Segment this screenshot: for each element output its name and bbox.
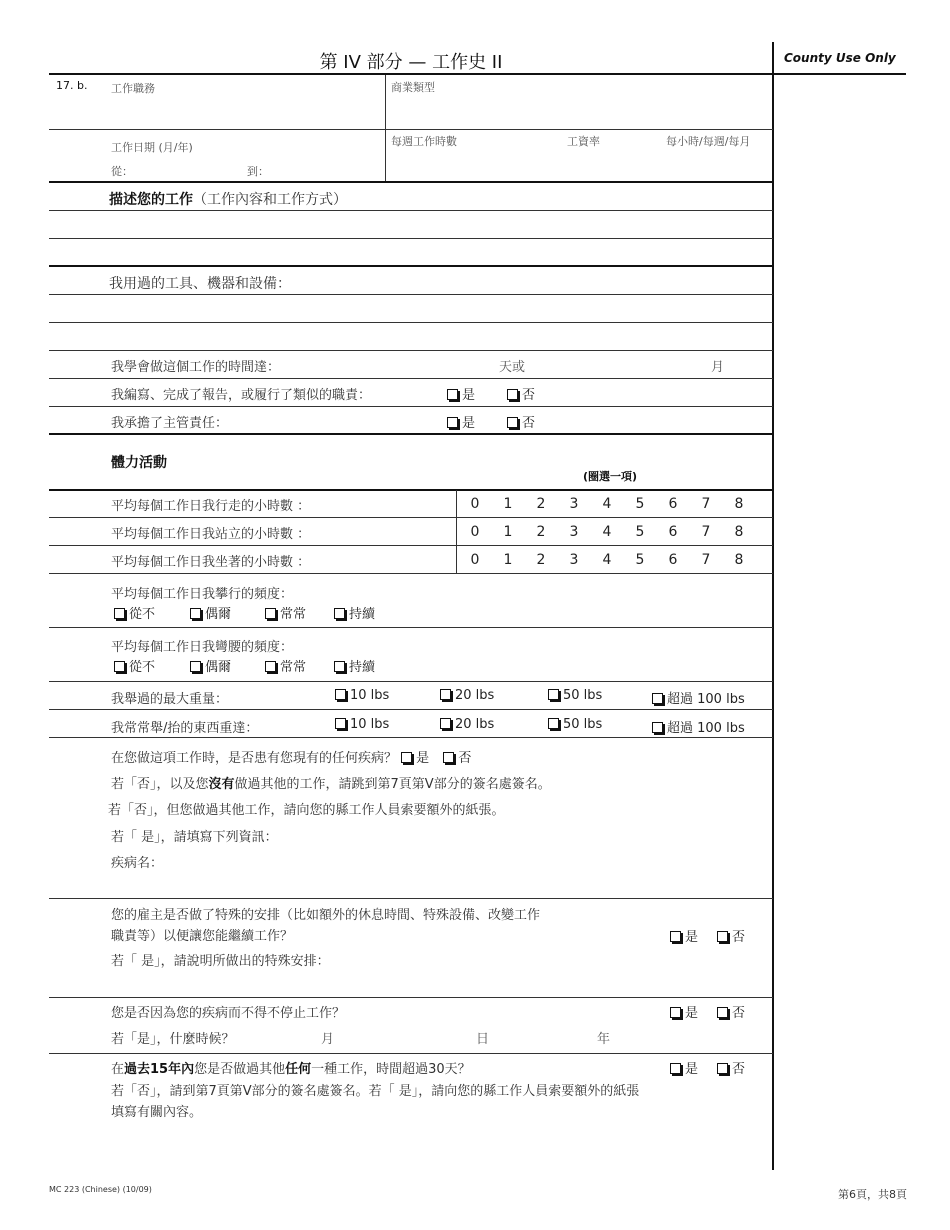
heaviest-20[interactable] xyxy=(440,688,494,703)
learn-days-label: 天或 xyxy=(499,360,526,375)
scale-option[interactable]: 8 xyxy=(734,524,744,540)
stand-rule xyxy=(49,545,773,546)
option-label: 20 lbs xyxy=(455,717,495,732)
supervisor-yes[interactable] xyxy=(447,412,475,431)
frequent-weight-label: 我常常舉/抬的東西重達： xyxy=(111,721,259,736)
checkbox-icon xyxy=(401,752,412,763)
past15-yes[interactable] xyxy=(670,1058,698,1077)
option-label: 50 lbs xyxy=(563,688,603,703)
scale-option[interactable]: 3 xyxy=(569,524,579,540)
heaviest-10[interactable] xyxy=(335,688,389,703)
stop-work-yes[interactable] xyxy=(670,1002,698,1021)
reports-label: 我編寫、完成了報告，或履行了類似的職責： xyxy=(111,388,372,403)
past15-no-label: 否 xyxy=(732,1062,746,1077)
pay-period-label: 每小時/每週/每月 xyxy=(666,135,751,148)
reports-yes[interactable] xyxy=(447,384,475,403)
circle-one-note: (圈選一項) xyxy=(583,470,638,483)
checkbox-icon xyxy=(717,1007,728,1018)
from-label: 從： xyxy=(111,165,133,178)
checkbox-icon xyxy=(334,661,345,672)
checkbox-icon xyxy=(265,608,276,619)
scale-option[interactable]: 5 xyxy=(635,496,645,512)
stand-scale xyxy=(0,524,950,542)
job-info-bottom-rule xyxy=(49,181,773,183)
scale-option[interactable]: 0 xyxy=(470,524,480,540)
describe-line-2 xyxy=(49,238,773,239)
form-id: MC 223 (Chinese) (10/09) xyxy=(49,1185,152,1194)
county-use-label: County Use Only xyxy=(784,51,896,65)
heaviest-rule xyxy=(49,709,773,710)
climb-often[interactable] xyxy=(265,603,306,622)
stand-hours-label: 平均每個工作日我站立的小時數 ： xyxy=(111,527,311,542)
bend-frequency-label: 平均每個工作日我彎腰的頻度： xyxy=(111,640,294,655)
illness-rule xyxy=(49,898,773,899)
checkbox-icon xyxy=(548,718,559,729)
reports-no-label: 否 xyxy=(522,388,536,403)
checkbox-icon xyxy=(114,661,125,672)
scale-option[interactable]: 3 xyxy=(569,496,579,512)
heaviest-over-100[interactable] xyxy=(652,688,745,707)
describe-job-label xyxy=(109,189,347,209)
checkbox-icon xyxy=(652,693,663,704)
illness-yes[interactable] xyxy=(401,751,429,766)
climb-never[interactable] xyxy=(114,603,155,622)
accommodation-no-label: 否 xyxy=(732,930,746,945)
option-label: 從不 xyxy=(129,607,156,622)
checkbox-icon xyxy=(265,661,276,672)
checkbox-icon xyxy=(447,389,458,400)
header-rule xyxy=(49,73,773,75)
past15-question xyxy=(111,1058,471,1077)
emphasis-no: 沒有 xyxy=(208,777,235,792)
physical-title-rule xyxy=(49,489,773,491)
to-label: 到： xyxy=(247,165,269,178)
describe-bottom-rule xyxy=(49,265,773,267)
accommodation-question-2: 職責等）以便讓您能繼續工作？ xyxy=(111,929,294,944)
option-label: 持續 xyxy=(349,607,376,622)
emphasis-15-years: 過去15年內 xyxy=(124,1062,195,1077)
checkbox-icon xyxy=(335,718,346,729)
stop-work-when-label: 若「是」，什麼時候？ xyxy=(111,1032,235,1047)
supervisor-rule xyxy=(49,433,773,435)
scale-option[interactable]: 4 xyxy=(602,552,612,568)
stop-month-label: 月 xyxy=(321,1032,335,1047)
option-label: 50 lbs xyxy=(563,717,603,732)
checkbox-icon xyxy=(114,608,125,619)
checkbox-icon xyxy=(335,689,346,700)
scale-option[interactable]: 2 xyxy=(536,524,546,540)
accommodation-yes-label: 是 xyxy=(685,930,699,945)
text-fragment: 若「否」，以及您 xyxy=(111,777,209,792)
illness-name-label: 疾病名： xyxy=(111,856,164,871)
heaviest-50[interactable] xyxy=(548,688,602,703)
stop-work-no-label: 否 xyxy=(732,1006,746,1021)
accommodation-explain-label: 若「 是」，請說明所做出的特殊安排： xyxy=(111,954,330,969)
county-header-rule xyxy=(772,73,906,75)
accommodation-yes[interactable] xyxy=(670,926,698,945)
scale-option[interactable]: 7 xyxy=(701,524,711,540)
sit-hours-label: 平均每個工作日我坐著的小時數 ： xyxy=(111,555,311,570)
describe-line-1 xyxy=(49,210,773,211)
option-label: 常常 xyxy=(280,660,307,675)
sit-scale xyxy=(0,552,950,570)
option-label: 10 lbs xyxy=(350,688,390,703)
bend-constantly[interactable] xyxy=(334,656,375,675)
frequent-50[interactable] xyxy=(548,717,602,732)
learn-months-label: 月 xyxy=(711,360,725,375)
reports-rule xyxy=(49,406,773,407)
describe-job-hint: （工作內容和工作方式） xyxy=(193,192,347,208)
supervisor-yes-label: 是 xyxy=(462,416,476,431)
scale-option[interactable]: 1 xyxy=(503,524,513,540)
illness-no[interactable] xyxy=(443,751,471,766)
past15-instruction-2: 填寫有關內容。 xyxy=(111,1105,203,1120)
bend-never[interactable] xyxy=(114,656,155,675)
illness-no-instruction-2: 若「否」，但您做過其他工作，請向您的縣工作人員索要額外的紙張。 xyxy=(108,803,505,818)
option-label: 超過 100 lbs xyxy=(667,721,745,736)
bend-occasionally[interactable] xyxy=(190,656,231,675)
stop-work-yes-label: 是 xyxy=(685,1006,699,1021)
checkbox-icon xyxy=(717,1063,728,1074)
checkbox-icon xyxy=(717,931,728,942)
frequent-over-100[interactable] xyxy=(652,717,745,736)
heaviest-weight-label: 我舉過的最大重量： xyxy=(111,692,229,707)
climb-frequency-label: 平均每個工作日我攀行的頻度： xyxy=(111,587,294,602)
page-number: 第6頁，共8頁 xyxy=(838,1188,907,1201)
scale-option[interactable]: 7 xyxy=(701,552,711,568)
describe-job-bold: 描述您的工作 xyxy=(109,192,193,208)
checkbox-icon xyxy=(190,661,201,672)
text-fragment: 做過其他的工作，請跳到第7頁第V部分的簽名處簽名。 xyxy=(234,777,551,792)
supervisor-no[interactable] xyxy=(507,412,535,431)
climb-occasionally[interactable] xyxy=(190,603,231,622)
option-label: 從不 xyxy=(129,660,156,675)
option-label: 常常 xyxy=(280,607,307,622)
bend-rule xyxy=(49,681,773,682)
option-label: 10 lbs xyxy=(350,717,390,732)
tools-line-2 xyxy=(49,322,773,323)
accommodation-rule xyxy=(49,997,773,998)
walk-scale xyxy=(0,496,950,514)
illness-no-instruction-1 xyxy=(111,773,551,792)
supervisor-label: 我承擔了主管責任： xyxy=(111,416,229,431)
illness-question-text: 在您做這項工作時，是否患有您現有的任何疾病？ xyxy=(111,751,398,766)
illness-yes-label: 是 xyxy=(416,751,430,766)
climb-constantly[interactable] xyxy=(334,603,375,622)
option-label: 持續 xyxy=(349,660,376,675)
text-fragment: 一種工作，時間超過30天？ xyxy=(311,1062,471,1077)
checkbox-icon xyxy=(334,608,345,619)
illness-question xyxy=(111,747,471,766)
scale-option[interactable]: 1 xyxy=(503,552,513,568)
work-dates-label: 工作日期 (月/年) xyxy=(111,141,193,154)
checkbox-icon xyxy=(670,1063,681,1074)
option-label: 偶爾 xyxy=(205,607,232,622)
learn-time-label: 我學會做這個工作的時間達： xyxy=(111,360,281,375)
scale-option[interactable]: 6 xyxy=(668,524,678,540)
reports-yes-label: 是 xyxy=(462,388,476,403)
checkbox-icon xyxy=(447,417,458,428)
checkbox-icon xyxy=(190,608,201,619)
walk-hours-label: 平均每個工作日我行走的小時數 ： xyxy=(111,499,311,514)
scale-option[interactable]: 3 xyxy=(569,552,579,568)
text-fragment: 您是否做過其他 xyxy=(194,1062,286,1077)
checkbox-icon xyxy=(440,718,451,729)
scale-option[interactable]: 8 xyxy=(734,552,744,568)
tools-bottom-rule xyxy=(49,350,773,351)
page-title: 第 IV 部分 — 工作史 II xyxy=(319,52,503,73)
accommodation-no[interactable] xyxy=(717,926,745,945)
scale-option[interactable]: 6 xyxy=(668,552,678,568)
scale-option[interactable]: 5 xyxy=(635,524,645,540)
scale-option[interactable]: 1 xyxy=(503,496,513,512)
scale-option[interactable]: 7 xyxy=(701,496,711,512)
stop-year-label: 年 xyxy=(597,1032,611,1047)
option-label: 偶爾 xyxy=(205,660,232,675)
physical-activity-title: 體力活動 xyxy=(111,455,167,471)
sit-rule xyxy=(49,573,773,574)
checkbox-icon xyxy=(670,1007,681,1018)
county-column-divider xyxy=(772,42,774,1170)
checkbox-icon xyxy=(652,722,663,733)
item-number: 17. b. xyxy=(56,79,88,92)
scale-option[interactable]: 2 xyxy=(536,496,546,512)
scale-option[interactable]: 6 xyxy=(668,496,678,512)
checkbox-icon xyxy=(507,417,518,428)
pay-rate-label: 工資率 xyxy=(567,135,600,148)
frequent-10[interactable] xyxy=(335,717,389,732)
stop-work-question: 您是否因為您的疾病而不得不停止工作？ xyxy=(111,1006,346,1021)
frequent-20[interactable] xyxy=(440,717,494,732)
job-title-label: 工作職務 xyxy=(111,82,155,95)
scale-option[interactable]: 4 xyxy=(602,524,612,540)
checkbox-icon xyxy=(440,689,451,700)
learn-rule xyxy=(49,378,773,379)
checkbox-icon xyxy=(670,931,681,942)
past15-no[interactable] xyxy=(717,1058,745,1077)
scale-option[interactable]: 0 xyxy=(470,552,480,568)
checkbox-icon xyxy=(443,752,454,763)
scale-option[interactable]: 4 xyxy=(602,496,612,512)
scale-option[interactable]: 8 xyxy=(734,496,744,512)
checkbox-icon xyxy=(507,389,518,400)
past15-instruction-1: 若「否」，請到第7頁第V部分的簽名處簽名。若「 是」，請向您的縣工作人員索要額外的紙張 xyxy=(111,1084,640,1099)
scale-option[interactable]: 5 xyxy=(635,552,645,568)
frequent-rule xyxy=(49,737,773,738)
scale-option[interactable]: 0 xyxy=(470,496,480,512)
accommodation-question-1: 您的雇主是否做了特殊的安排（比如額外的休息時間、特殊設備、改變工作 xyxy=(111,908,541,923)
scale-option[interactable]: 2 xyxy=(536,552,546,568)
stop-work-rule xyxy=(49,1053,773,1054)
stop-work-no[interactable] xyxy=(717,1002,745,1021)
business-type-label: 商業類型 xyxy=(391,81,435,94)
bend-often[interactable] xyxy=(265,656,306,675)
illness-no-label: 否 xyxy=(458,751,472,766)
option-label: 20 lbs xyxy=(455,688,495,703)
supervisor-no-label: 否 xyxy=(522,416,536,431)
stop-day-label: 日 xyxy=(476,1032,490,1047)
past15-yes-label: 是 xyxy=(685,1062,699,1077)
walk-rule xyxy=(49,517,773,518)
illness-yes-instruction: 若「 是」，請填寫下列資訊： xyxy=(111,830,278,845)
text-fragment: 在 xyxy=(111,1062,125,1077)
option-label: 超過 100 lbs xyxy=(667,692,745,707)
climb-rule xyxy=(49,627,773,628)
tools-label: 我用過的工具、機器和設備： xyxy=(109,276,291,292)
hours-per-week-label: 每週工作時數 xyxy=(391,135,457,148)
emphasis-any: 任何 xyxy=(285,1062,312,1077)
checkbox-icon xyxy=(548,689,559,700)
job-title-rule xyxy=(49,129,773,130)
reports-no[interactable] xyxy=(507,384,535,403)
tools-line-1 xyxy=(49,294,773,295)
